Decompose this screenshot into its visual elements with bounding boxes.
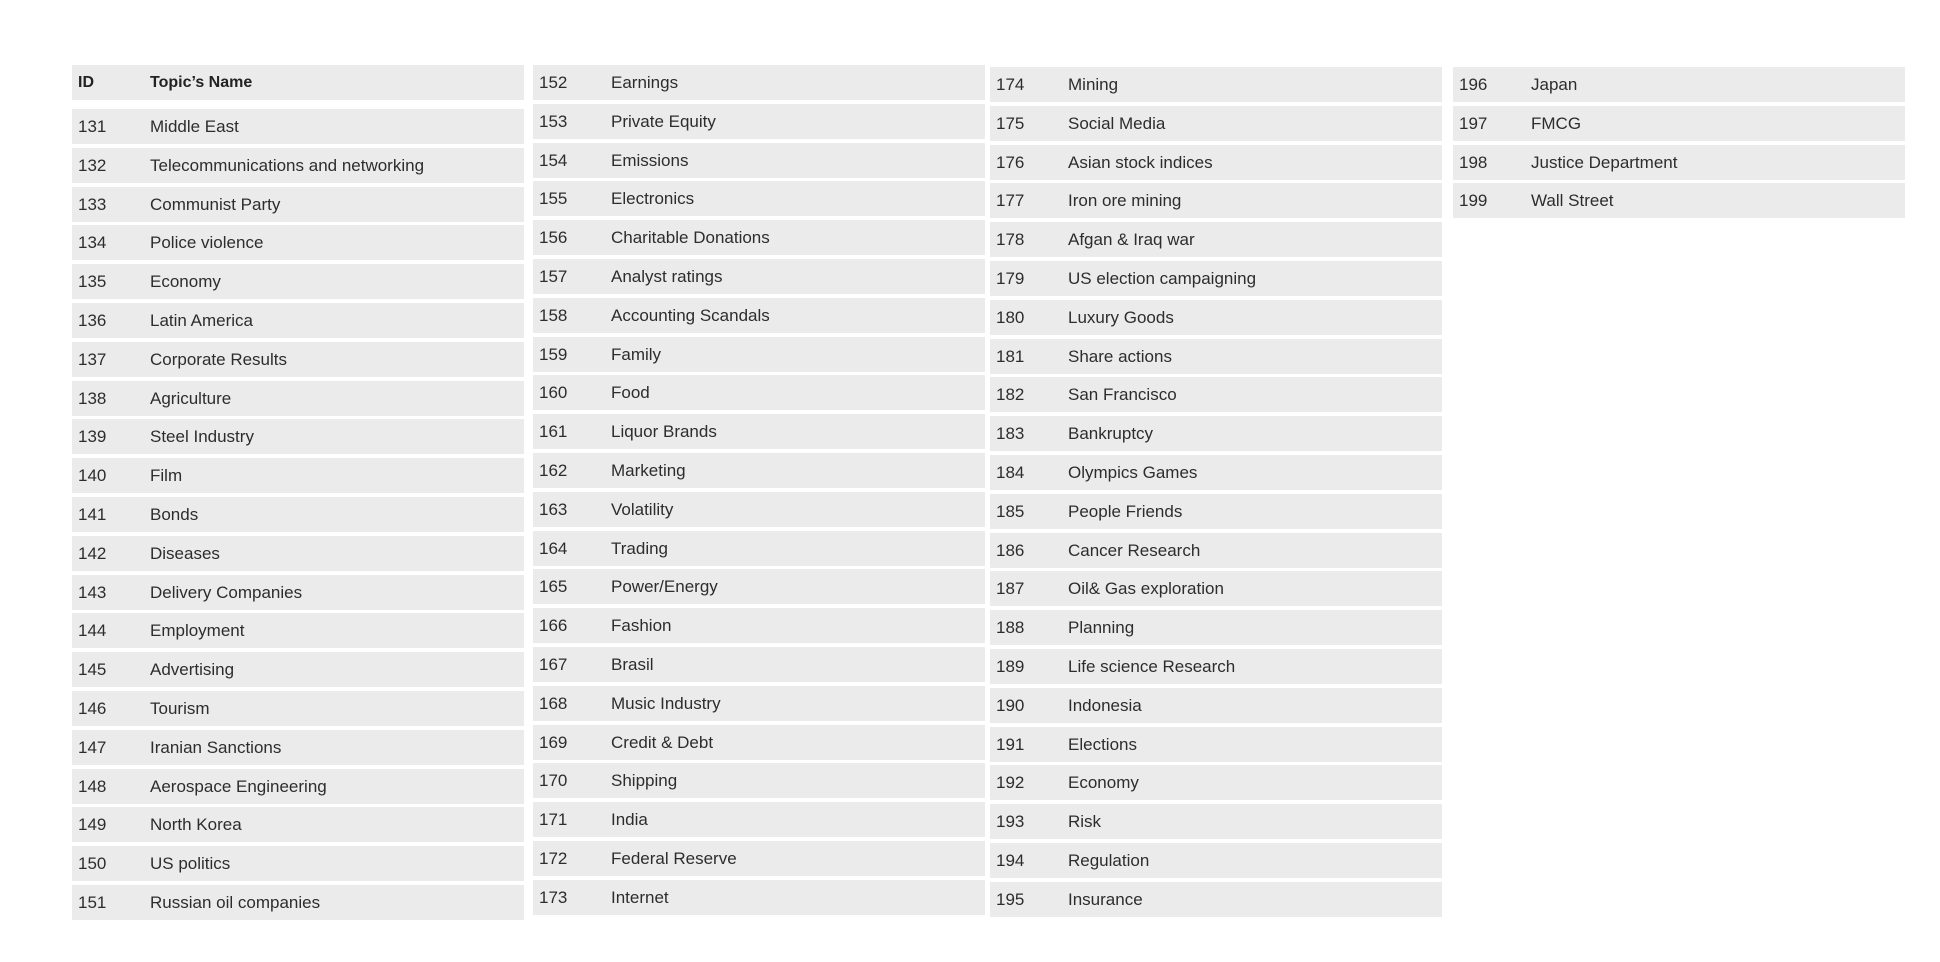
topic-name: Elections [1068,734,1137,754]
table-row [72,575,524,610]
topic-id: 142 [78,543,107,563]
topic-id: 153 [539,111,568,131]
topic-name: India [611,809,648,829]
topic-name: Emissions [611,150,689,170]
topic-id: 170 [539,770,568,790]
table-row [72,536,524,571]
topic-name: Iron ore mining [1068,190,1182,210]
table-row [533,181,985,216]
topic-id: 184 [996,462,1025,482]
topic-name: Music Industry [611,693,721,713]
topic-id: 158 [539,305,568,325]
topic-name: Agriculture [150,388,232,408]
table-row [72,846,524,881]
table-row [72,769,524,804]
topic-id: 163 [539,499,568,519]
topic-id: 187 [996,578,1025,598]
topic-name: Brasil [611,654,654,674]
table-row [533,647,985,682]
topic-name: Diseases [150,543,220,563]
topic-id: 175 [996,113,1025,133]
table-row [990,377,1442,412]
topic-name: Planning [1068,617,1135,637]
topic-name: Latin America [150,310,253,330]
topic-name: Bonds [150,504,199,524]
topic-id: 155 [539,188,568,208]
topic-id: 180 [996,307,1025,327]
topic-id: 141 [78,504,107,524]
topic-id: 157 [539,266,568,286]
topic-id: 176 [996,152,1025,172]
topic-id: 167 [539,654,568,674]
topic-name: Liquor Brands [611,421,717,441]
topic-id: 133 [78,194,107,214]
id-column-header: ID [78,73,94,91]
table-row [533,569,985,604]
topic-name: Middle East [150,116,239,136]
table-row [72,109,524,144]
table-row [533,104,985,139]
topic-id: 182 [996,384,1025,404]
table-row [1453,106,1905,141]
table-row [72,885,524,920]
topic-id: 191 [996,734,1025,754]
topic-name: Analyst ratings [611,266,723,286]
table-header-row [72,65,524,100]
topic-id: 145 [78,659,107,679]
topic-id: 178 [996,229,1025,249]
table-row [533,414,985,449]
topic-name: Economy [150,271,221,291]
table-row [990,727,1442,762]
topic-id: 149 [78,814,107,834]
table-row [72,148,524,183]
table-row [990,649,1442,684]
topic-id: 143 [78,582,107,602]
topic-id: 144 [78,620,107,640]
topic-name: Food [611,382,650,402]
table-row [533,65,985,100]
topic-name: Indonesia [1068,695,1142,715]
topic-name: Fashion [611,615,672,635]
topic-name: Life science Research [1068,656,1236,676]
table-row [533,220,985,255]
topic-id: 131 [78,116,107,136]
table-row [72,691,524,726]
table-row [990,261,1442,296]
table-row [990,765,1442,800]
topic-name: Police violence [150,232,264,252]
table-row [72,381,524,416]
topic-name: Steel Industry [150,426,254,446]
table-row [533,763,985,798]
topic-name: Japan [1531,74,1578,94]
topic-name: Oil& Gas exploration [1068,578,1224,598]
table-row [72,225,524,260]
topic-name: US politics [150,853,231,873]
topic-id: 189 [996,656,1025,676]
table-row [533,453,985,488]
table-row [533,259,985,294]
topic-id: 139 [78,426,107,446]
topic-id: 193 [996,811,1025,831]
topic-name: Credit & Debt [611,732,714,752]
topic-name: Regulation [1068,850,1150,870]
topic-id: 140 [78,465,107,485]
topic-id: 138 [78,388,107,408]
table-row [72,458,524,493]
table-row [990,843,1442,878]
topic-name: Olympics Games [1068,462,1198,482]
table-row [533,337,985,372]
topic-name: Afgan & Iraq war [1068,229,1195,249]
topic-name: Mining [1068,74,1119,94]
table-row [990,533,1442,568]
table-row [990,222,1442,257]
topic-name: Internet [611,887,669,907]
table-row [533,531,985,566]
table-row [72,807,524,842]
topic-id: 152 [539,72,568,92]
topic-name: Risk [1068,811,1102,831]
topic-name: Asian stock indices [1068,152,1213,172]
topic-id: 161 [539,421,568,441]
topic-name: San Francisco [1068,384,1177,404]
topic-id: 147 [78,737,107,757]
topic-id: 168 [539,693,568,713]
topic-name: Cancer Research [1068,540,1201,560]
table-row [990,183,1442,218]
topic-id: 148 [78,776,107,796]
topic-name: Telecommunications and networking [150,155,425,175]
topic-id: 181 [996,346,1025,366]
table-row [533,841,985,876]
topic-id: 150 [78,853,107,873]
topic-id: 197 [1459,113,1488,133]
topic-id: 162 [539,460,568,480]
table-row [1453,183,1905,218]
table-row [72,187,524,222]
topic-name: Tourism [150,698,210,718]
topic-id: 198 [1459,152,1488,172]
table-row [72,497,524,532]
topic-id: 192 [996,772,1025,792]
table-row [1453,145,1905,180]
table-row [533,725,985,760]
topic-id: 165 [539,576,568,596]
table-row [990,339,1442,374]
topic-name: Volatility [611,499,674,519]
topic-name: Iranian Sanctions [150,737,282,757]
table-row [533,492,985,527]
topic-name: Aerospace Engineering [150,776,327,796]
topic-id: 169 [539,732,568,752]
topic-id: 183 [996,423,1025,443]
table-row [990,67,1442,102]
topic-name: Delivery Companies [150,582,303,602]
topic-id: 173 [539,887,568,907]
topic-name: Shipping [611,770,678,790]
topic-id: 171 [539,809,568,829]
topic-name: Economy [1068,772,1139,792]
topic-id: 199 [1459,190,1488,210]
topic-name: Federal Reserve [611,848,737,868]
table-row [990,145,1442,180]
topic-id: 174 [996,74,1025,94]
topic-name: Trading [611,538,669,558]
topic-name: Accounting Scandals [611,305,770,325]
table-row [533,375,985,410]
topic-id: 179 [996,268,1025,288]
table-row [72,613,524,648]
topic-id: 190 [996,695,1025,715]
table-row [533,686,985,721]
topic-id: 135 [78,271,107,291]
topic-id: 194 [996,850,1025,870]
topic-name: Social Media [1068,113,1166,133]
topic-name: Luxury Goods [1068,307,1174,327]
topic-id: 188 [996,617,1025,637]
table-row [72,264,524,299]
topic-name: Marketing [611,460,686,480]
topic-name-column-header: Topic’s Name [150,73,253,91]
topic-name: Family [611,344,662,364]
table-row [990,804,1442,839]
topic-name: US election campaigning [1068,268,1257,288]
topic-name: Russian oil companies [150,892,321,912]
topic-name: Advertising [150,659,235,679]
topic-name: Corporate Results [150,349,288,369]
table-row [533,608,985,643]
topic-name: Earnings [611,72,679,92]
topic-name: FMCG [1531,113,1582,133]
topic-name: Bankruptcy [1068,423,1154,443]
topic-id: 172 [539,848,568,868]
table-row [72,652,524,687]
topic-id: 156 [539,227,568,247]
table-row [990,688,1442,723]
topic-id: 159 [539,344,568,364]
table-row [533,143,985,178]
table-row [1453,67,1905,102]
topic-id: 151 [78,892,107,912]
topic-name: Private Equity [611,111,716,131]
topic-name: Power/Energy [611,576,718,596]
table-row [533,802,985,837]
topic-name: Insurance [1068,889,1143,909]
topic-id: 177 [996,190,1025,210]
topic-name: Share actions [1068,346,1172,366]
table-row [990,300,1442,335]
topic-name: Electronics [611,188,695,208]
table-row [533,880,985,915]
topic-id: 196 [1459,74,1488,94]
table-row [990,610,1442,645]
topic-id: 160 [539,382,568,402]
topic-id: 137 [78,349,107,369]
topic-id: 154 [539,150,568,170]
topic-id: 146 [78,698,107,718]
topic-id: 136 [78,310,107,330]
topic-name: Employment [150,620,245,640]
topic-id: 195 [996,889,1025,909]
topic-id: 186 [996,540,1025,560]
table-row [533,298,985,333]
topic-name: Communist Party [150,194,281,214]
table-row [990,455,1442,490]
topic-id: 134 [78,232,107,252]
topic-name: North Korea [150,814,242,834]
table-row [72,730,524,765]
table-row [72,342,524,377]
table-row [990,494,1442,529]
topic-name: Wall Street [1531,190,1614,210]
topic-id: 132 [78,155,107,175]
topic-name: People Friends [1068,501,1183,521]
table-row [990,106,1442,141]
topic-name: Film [150,465,183,485]
topic-id: 164 [539,538,568,558]
table-row [990,416,1442,451]
topic-name: Charitable Donations [611,227,770,247]
table-row [72,303,524,338]
topic-name: Justice Department [1531,152,1678,172]
topic-id: 166 [539,615,568,635]
table-row [990,882,1442,917]
table-row [990,571,1442,606]
table-row [72,419,524,454]
topic-id: 185 [996,501,1025,521]
